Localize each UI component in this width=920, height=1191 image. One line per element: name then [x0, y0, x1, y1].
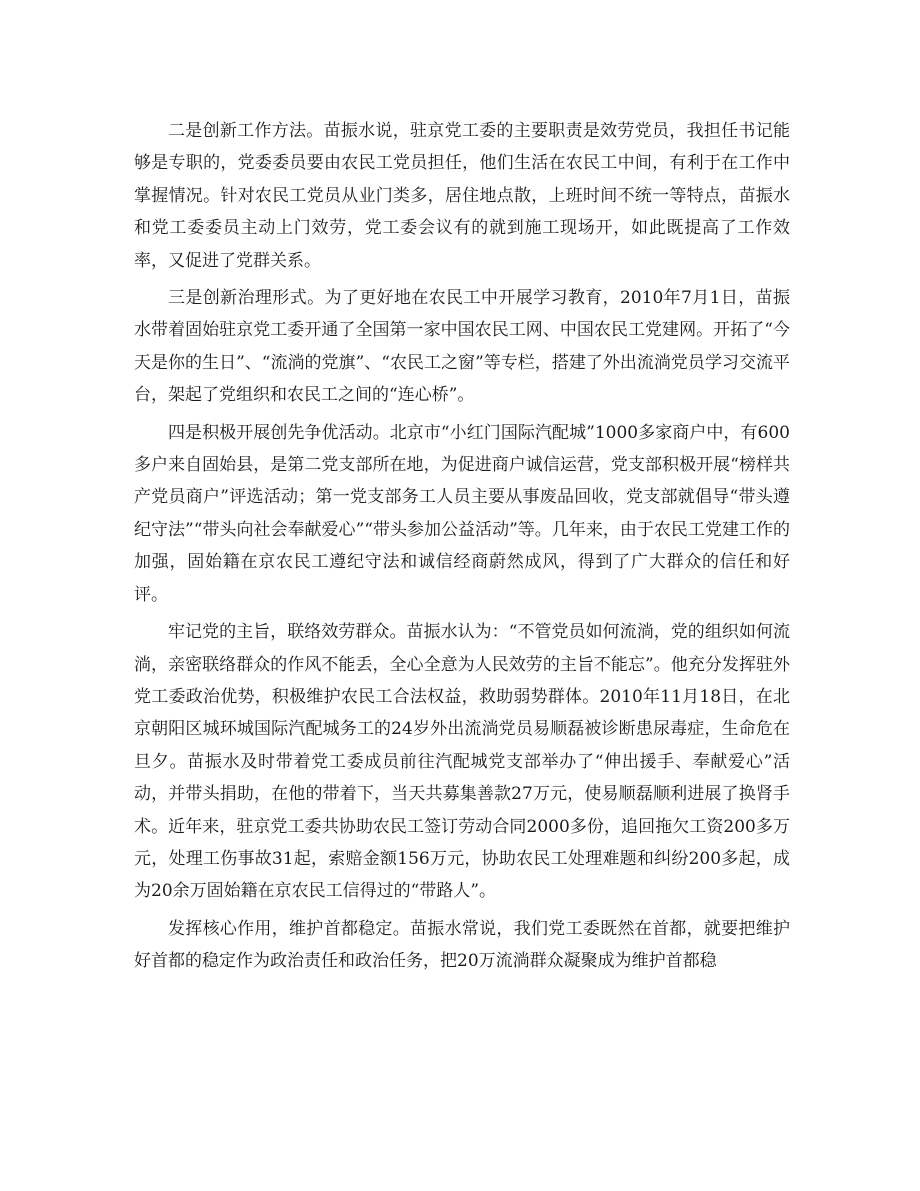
paragraph-4: 牢记党的主旨，联络效劳群众。苗振水认为：“不管党员如何流淌，党的组织如何流淌，亲密联络群众的作风不能丢，全心全意为人民效劳的主旨不能忘”。他充分发挥驻外党工委政治优势，积极维护农民工合法权益，救助弱势群体。2010年11月18日，在北京朝阳区城环城国际汽配城务工的24岁外出流淌党员易顺磊被诊断患尿毒症，生命危在旦夕。苗振水及时带着党工委成员前往汽配城党支部举办了“伸出援手、奉献爱心”活动，并带头捐助，在他的带着下，当天共募集善款27万元，使易顺磊顺利进展了换肾手术。近年来，驻京党工委共协助农民工签订劳动合同2000多份，追回拖欠工资200多万元，处理工伤事故31起，索赔金额156万元，协助农民工处理难题和纠纷200多起，成为20余万固始籍在京农民工信得过的“带路人”。 — [134, 622, 790, 902]
paragraph-3: 四是积极开展创先争优活动。北京市“小红门国际汽配城”1000多家商户中，有600多户来自固始县，是第二党支部所在地，为促进商户诚信运营，党支部积极开展“榜样共产党员商户”评选活动；第一党支部务工人员主要从事废品回收，党支部就倡导“带头遵纪守法”“带头向社会奉献爱心”“带头参加公益活动”等。几年来，由于农民工党建工作的加强，固始籍在京农民工遵纪守法和诚信经商蔚然成风，得到了广大群众的信任和好评。 — [134, 422, 790, 605]
paragraph-1: 二是创新工作方法。苗振水说，驻京党工委的主要职责是效劳党员，我担任书记能够是专职的，党委委员要由农民工党员担任，他们生活在农民工中间，有利于在工作中掌握情况。针对农民工党员从业门类多，居住地点散，上班时间不统一等特点，苗振水和党工委委员主动上门效劳，党工委会议有的就到施工现场开，如此既提高了工作效率，又促进了党群关系。 — [134, 121, 790, 271]
document-body — [134, 115, 790, 983]
paragraph-2: 三是创新治理形式。为了更好地在农民工中开展学习教育，2010年7月1日，苗振水带着固始驻京党工委开通了全国第一家中国农民工网、中国农民工党建网。开拓了“今天是你的生日”、“流淌的党旗”、“农民工之窗”等专栏，搭建了外出流淌党员学习交流平台，架起了党组织和农民工之间的“连心桥”。 — [134, 288, 790, 406]
paragraph-5: 发挥核心作用，维护首都稳定。苗振水常说，我们党工委既然在首都，就要把维护好首都的稳定作为政治责任和政治任务，把20万流淌群众凝聚成为维护首都稳 — [134, 918, 790, 972]
